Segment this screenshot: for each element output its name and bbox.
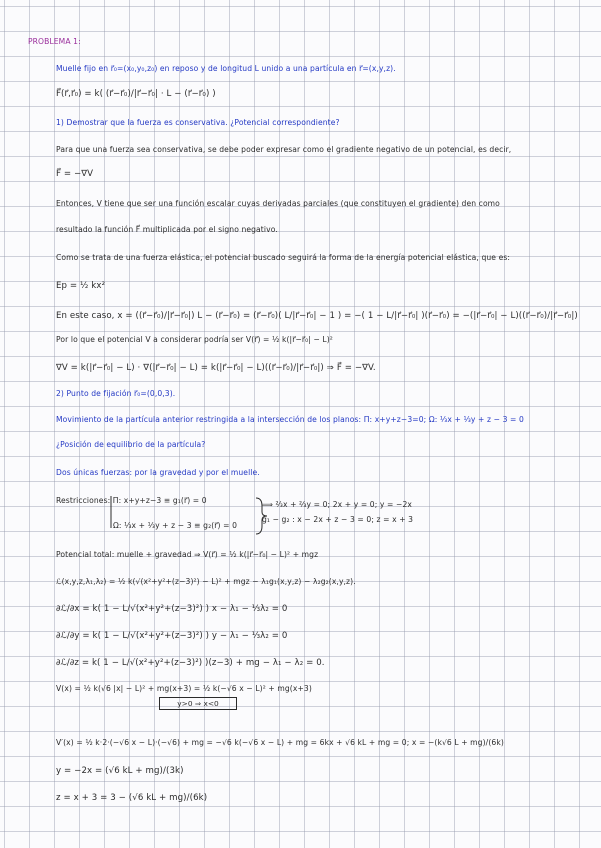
- total-potential: Potencial total: muelle + gravedad ⇒ V(r⃗) = ½ k(|r⃗−r⃗₀| − L)² + mgz: [56, 550, 319, 559]
- restriction-2: Ω: ⅓x + ⅓y + z − 3 ≡ g₂(r⃗) = 0: [113, 521, 237, 530]
- equation-gradient: ∇V = k(|r⃗−r⃗₀| − L) · ∇(|r⃗−r⃗₀| − L) = k(|r⃗−r⃗₀| − L)((r⃗−r⃗₀)/|r⃗−r⃗₀|) ⇒ F⃗ = −∇V.: [56, 363, 376, 373]
- restriction-bar: [109, 494, 115, 530]
- equation-potential: Por lo que el potencial V a considerar podría ser V(r⃗) = ½ k(|r⃗−r⃗₀| − L)²: [56, 335, 333, 344]
- question-2: 2) Punto de fijación r⃗₀=(0,0,3).: [56, 389, 176, 398]
- problem-statement: Muelle fijo en r⃗₀=(x₀,y₀,z₀) en reposo y de longitud L unido a una partícula en r⃗=(x,y,z).: [56, 64, 396, 73]
- lagrangian: ℒ(x,y,z,λ₁,λ₂) = ½ k(√(x²+y²+(z−3)²) − L)² + mgz − λ₁g₁(x,y,z) − λ₂g₂(x,y,z).: [56, 577, 356, 586]
- sign-condition-box: y>0 ⇒ x<0: [159, 697, 237, 710]
- restriction-result-1: ⟹ ⅔x + ⅔y = 0; 2x + y = 0; y = −2x: [262, 500, 412, 509]
- equation-elastic-energy: Ep = ½ kx²: [56, 281, 106, 291]
- result-z: z = x + 3 = 3 − (√6 kL + mg)/(6k): [56, 793, 208, 803]
- result-y: y = −2x = (√6 kL + mg)/(3k): [56, 766, 184, 776]
- question-1: 1) Demostrar que la fuerza es conservativa. ¿Potencial correspondiente?: [56, 118, 340, 127]
- restriction-result-2: g₁ − g₂ : x − 2x + z − 3 = 0; z = x + 3: [262, 515, 414, 524]
- question-2-equilibrium: ¿Posición de equilibrio de la partícula?: [56, 440, 206, 449]
- equation-deformation: En este caso, x = ((r⃗−r⃗₀)/|r⃗−r⃗₀|) L − (r⃗−r⃗₀) = (r⃗−r⃗₀)( L/|r⃗−r⃗₀| − 1 ) = −( 1 − L/|r⃗−r⃗₀| )(r⃗−r⃗₀) = −(|r⃗−r⃗₀| − L)((r⃗−r⃗₀)/|r⃗−r⃗₀|): [56, 311, 578, 321]
- paragraph-scalar-b: resultado la función F⃗ multiplicada por el signo negativo.: [56, 225, 278, 234]
- paragraph-elastic: Como se trata de una fuerza elástica, el potencial buscado seguirá la forma de la energía potencial elástica, que es:: [56, 253, 511, 262]
- paragraph-scalar-a: Entonces, V tiene que ser una función escalar cuyas derivadas parciales (que constituyen el gradiente) den como: [56, 199, 500, 208]
- question-2-planes: Movimiento de la partícula anterior restringida a la intersección de los planos: Π: x+y+z−3=0; Ω: ⅓x + ⅓y + z − 3 = 0: [56, 415, 524, 424]
- forces-line: Dos únicas fuerzas: por la gravedad y por el muelle.: [56, 468, 260, 477]
- problem-title: PROBLEMA 1:: [28, 37, 81, 46]
- equation-force-gradient: F⃗ = −∇V: [56, 169, 94, 179]
- restriction-brace: [252, 496, 272, 536]
- restriction-1: Restricciones: Π: x+y+z−3 ≡ g₁(r⃗) = 0: [56, 496, 207, 505]
- derivative-x: V′(x) = ½ k·2·(−√6 x − L)·(−√6) + mg = −√6 k(−√6 x − L) + mg = 6kx + √6 kL + mg = 0; x = −(k√6 L + mg)/(6k): [56, 738, 504, 747]
- potential-x: V(x) = ½ k(√6 |x| − L)² + mg(x+3) = ½ k(−√6 x − L)² + mg(x+3): [56, 684, 312, 693]
- force-definition: F⃗(r⃗,r⃗₀) = k( (r⃗−r⃗₀)/|r⃗−r⃗₀| · L − (r⃗−r⃗₀) ): [56, 89, 216, 99]
- partial-y: ∂ℒ/∂y = k( 1 − L/√(x²+y²+(z−3)²) ) y − λ₁ − ⅓λ₂ = 0: [56, 631, 288, 641]
- partial-x: ∂ℒ/∂x = k( 1 − L/√(x²+y²+(z−3)²) ) x − λ₁ − ⅓λ₂ = 0: [56, 604, 288, 614]
- partial-z: ∂ℒ/∂z = k( 1 − L/√(x²+y²+(z−3)²) )(z−3) + mg − λ₁ − λ₂ = 0.: [56, 658, 325, 668]
- paragraph-conservative: Para que una fuerza sea conservativa, se debe poder expresar como el gradiente negativo de un potencial, es decir,: [56, 145, 512, 154]
